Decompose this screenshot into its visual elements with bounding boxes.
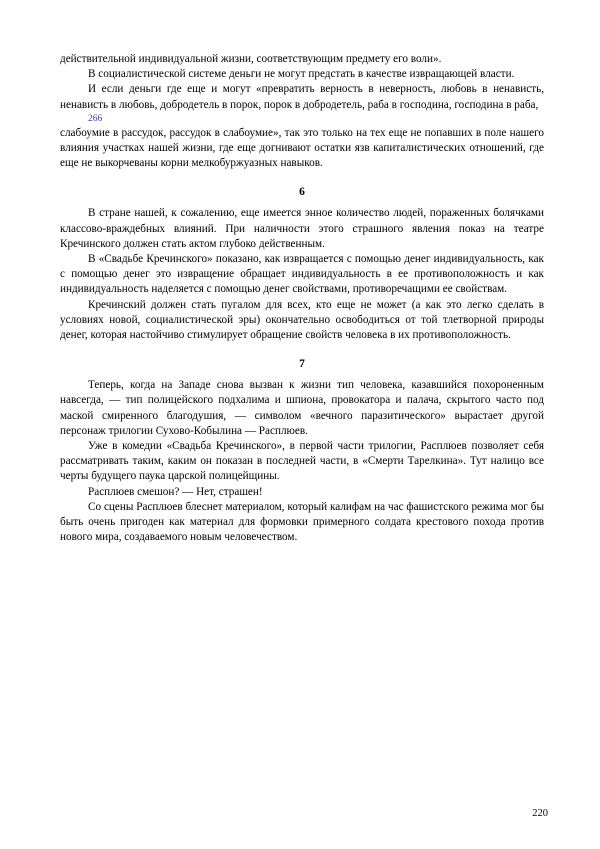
paragraph-continuation: слабоумие в рассудок, рассудок в слабоумие», так это только на тех еще не попавших в поле нашего влияния участках нашей жизни, где еще догнивают остатки язв капиталистических отношений, где еще не выкорчеваны корни мелкобуржуазных навыков. [60,126,544,170]
paragraph: Теперь, когда на Западе снова вызван к жизни тип человека, казавшийся похороненным навсегда, — тип полицейского подхалима и шпиона, провокатора и палача, скрытого часто под маской смиренного благодушия, — символом «вечного паразитического» вырастает другой персонаж трилогии Сухово-Кобылина — Расплюев. [60,379,544,437]
paragraph: Уже в комедии «Свадьба Кречинского», в первой части трилогии, Расплюев позволяет себя рассматривать таким, каким он показан в последней части, в «Смерти Тарелкина». Тут налицо все черты будущего паука царской полицейщины. [60,440,544,483]
page-number: 220 [532,808,548,819]
paragraph: Кречинский должен стать пугалом для всех, кто еще не может (а как это легко сделать в условиях новой, социалистической эры) окончательно освободиться от той тлетворной природы денег, которая настойчиво стимулирует обращение свойств человека в их противоположность. [60,298,544,342]
document-body [60,52,544,545]
section-heading-7: 7 [299,358,305,371]
paragraph-continuation: действительной индивидуальной жизни, соответствующим предмету его воли». [60,53,442,65]
paragraph: В социалистической системе деньги не могут предстать в качестве извращающей власти. [88,68,515,81]
paragraph: В стране нашей, к сожалению, еще имеется энное количество людей, пораженных болячками классово-враждебных влияний. При наличности этого страшного явления показ на театре Кречинского должен стать актом глубоко действенным. [60,207,544,250]
paragraph: В «Свадьбе Кречинского» показано, как извращается с помощью денег индивидуальность, как с помощью денег это извращение обращает индивидуальность в ее противоположность и как индивидуальность наделяется с помощью денег свойствами, противоречащими ее свойствам. [60,253,544,296]
paragraph: Со сцены Расплюев блеснет материалом, который калифам на час фашистского режима мог бы быть очень пригоден как материал для формовки примерного солдата крестового похода против нового мира, создаваемого новым человечеством. [60,500,544,544]
paragraph: Расплюев смешон? — Нет, страшен! [88,485,263,498]
original-page-reference: 266 [88,113,103,124]
paragraph: И если деньги где еще и могут «превратить верность в неверность, любовь в ненависть, ненависть в любовь, добродетель в порок, порок в добродетель, раба в господина, господина в раба, [60,83,544,111]
section-heading-6: 6 [299,186,305,199]
